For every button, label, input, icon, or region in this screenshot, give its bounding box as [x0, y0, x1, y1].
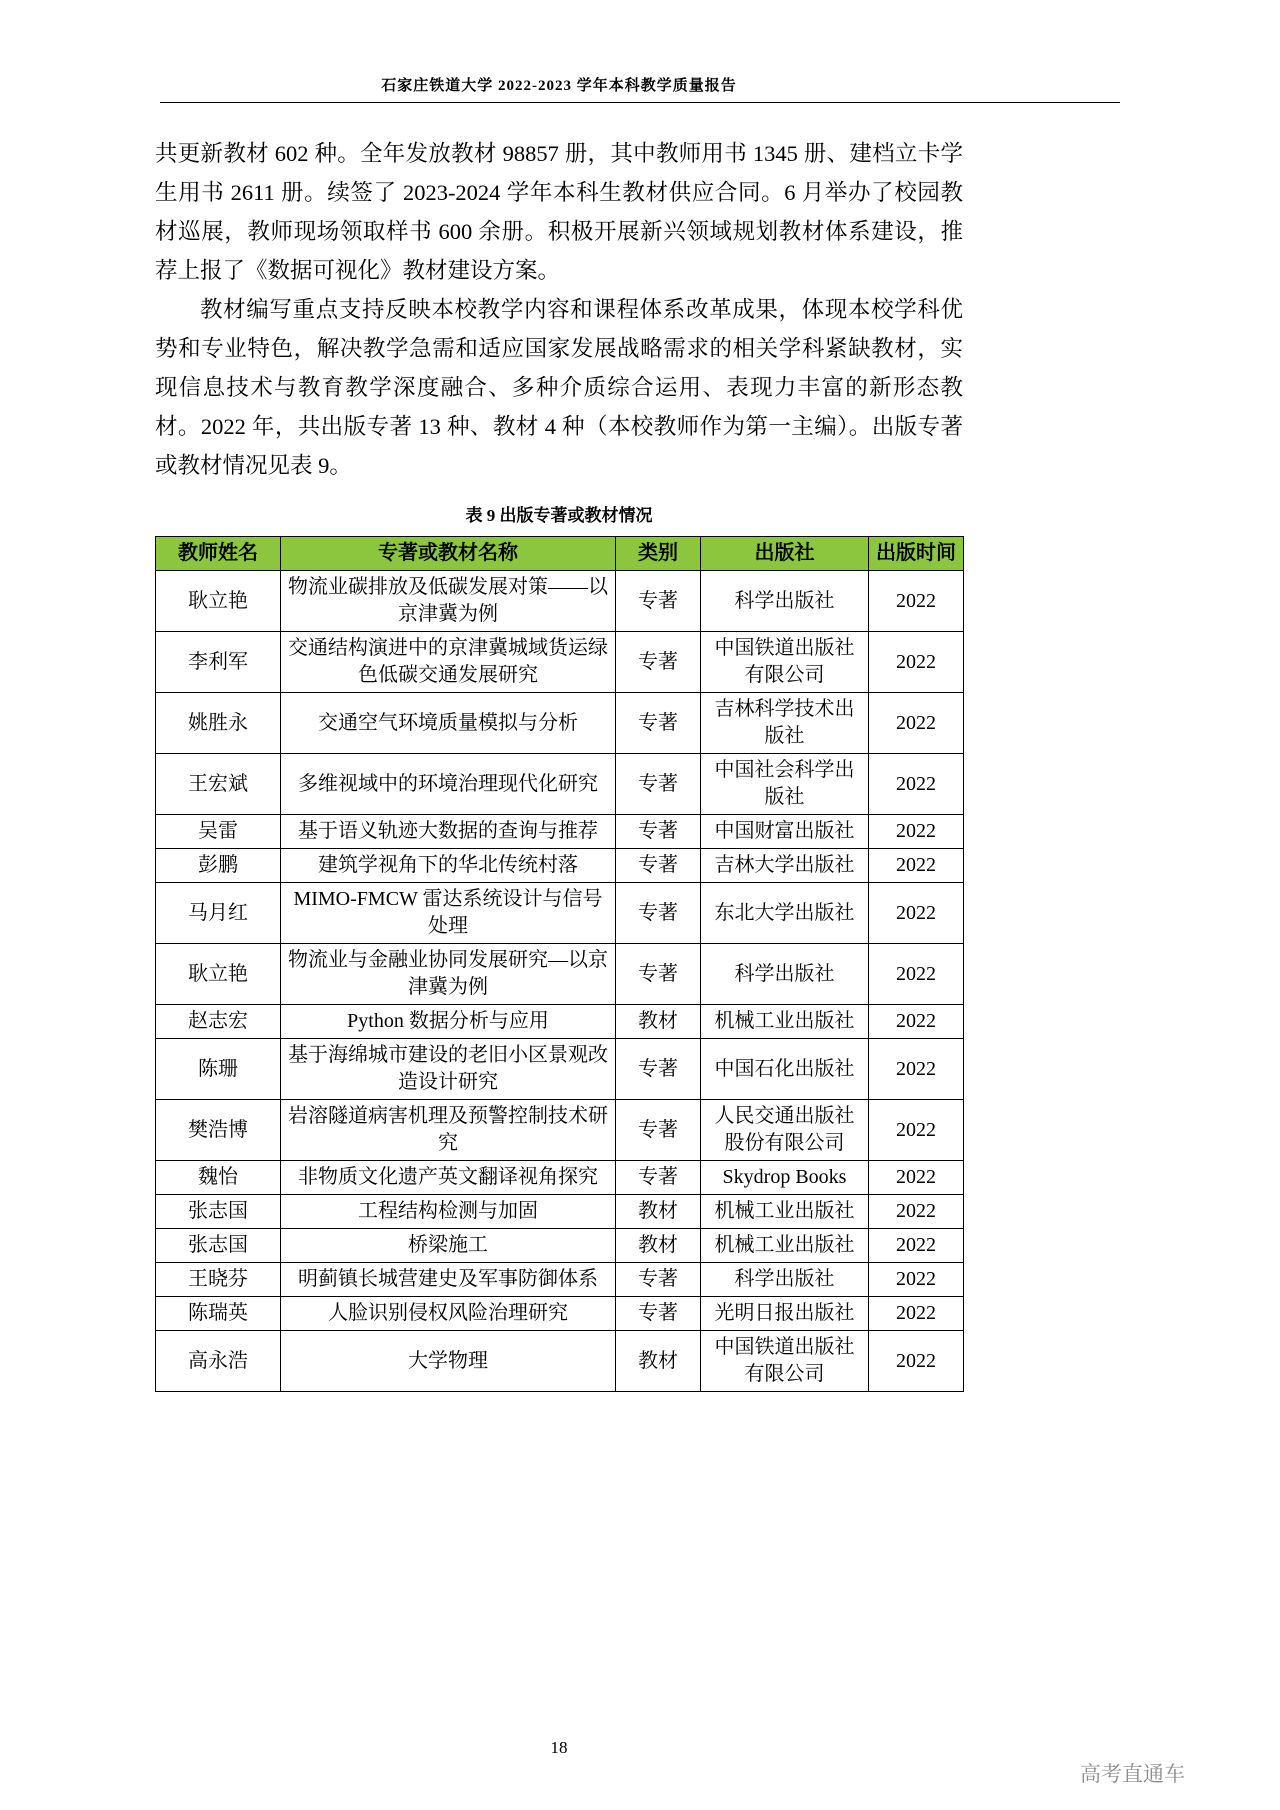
- category-cell: 教材: [616, 1005, 701, 1039]
- author-cell: 彭鹏: [156, 849, 281, 883]
- author-cell: 王宏斌: [156, 754, 281, 815]
- author-cell: 耿立艳: [156, 571, 281, 632]
- table-row: [156, 1229, 964, 1263]
- category-cell: 专著: [616, 693, 701, 754]
- category-cell: 教材: [616, 1229, 701, 1263]
- title-cell: 物流业碳排放及低碳发展对策——以京津冀为例: [281, 571, 616, 632]
- publisher-cell: 机械工业出版社: [701, 1005, 869, 1039]
- table-row: [156, 1297, 964, 1331]
- category-cell: 教材: [616, 1331, 701, 1392]
- header-rule: [160, 102, 1120, 103]
- publications-table: [155, 536, 964, 1392]
- title-cell: 大学物理: [281, 1331, 616, 1392]
- author-cell: 陈瑞英: [156, 1297, 281, 1331]
- author-cell: 高永浩: [156, 1331, 281, 1392]
- category-cell: 专著: [616, 571, 701, 632]
- publisher-cell: 机械工业出版社: [701, 1195, 869, 1229]
- publisher-cell: 机械工业出版社: [701, 1229, 869, 1263]
- category-cell: 专著: [616, 815, 701, 849]
- watermark: 高考直通车: [1080, 1763, 1185, 1786]
- title-cell: 建筑学视角下的华北传统村落: [281, 849, 616, 883]
- page-content: [155, 134, 963, 1392]
- author-cell: 耿立艳: [156, 944, 281, 1005]
- year-cell: 2022: [869, 571, 964, 632]
- author-cell: 张志国: [156, 1195, 281, 1229]
- table-header-cell: 专著或教材名称: [281, 537, 616, 571]
- title-cell: 明蓟镇长城营建史及军事防御体系: [281, 1263, 616, 1297]
- table-row: [156, 1331, 964, 1392]
- table-row: [156, 944, 964, 1005]
- year-cell: 2022: [869, 944, 964, 1005]
- table-body: [156, 571, 964, 1392]
- author-cell: 李利军: [156, 632, 281, 693]
- category-cell: 专著: [616, 1263, 701, 1297]
- year-cell: 2022: [869, 754, 964, 815]
- author-cell: 吴雷: [156, 815, 281, 849]
- year-cell: 2022: [869, 1263, 964, 1297]
- table-row: [156, 883, 964, 944]
- publisher-cell: 科学出版社: [701, 944, 869, 1005]
- publisher-cell: 科学出版社: [701, 571, 869, 632]
- category-cell: 专著: [616, 754, 701, 815]
- category-cell: 专著: [616, 944, 701, 1005]
- year-cell: 2022: [869, 632, 964, 693]
- year-cell: 2022: [869, 1229, 964, 1263]
- publisher-cell: 中国社会科学出版社: [701, 754, 869, 815]
- title-cell: Python 数据分析与应用: [281, 1005, 616, 1039]
- publisher-cell: 吉林大学出版社: [701, 849, 869, 883]
- author-cell: 马月红: [156, 883, 281, 944]
- category-cell: 专著: [616, 1297, 701, 1331]
- year-cell: 2022: [869, 815, 964, 849]
- year-cell: 2022: [869, 883, 964, 944]
- publisher-cell: 中国石化出版社: [701, 1039, 869, 1100]
- author-cell: 张志国: [156, 1229, 281, 1263]
- publisher-cell: 吉林科学技术出版社: [701, 693, 869, 754]
- publisher-cell: 科学出版社: [701, 1263, 869, 1297]
- title-cell: 交通结构演进中的京津冀城域货运绿色低碳交通发展研究: [281, 632, 616, 693]
- table-row: [156, 693, 964, 754]
- title-cell: 基于语义轨迹大数据的查询与推荐: [281, 815, 616, 849]
- title-cell: 桥梁施工: [281, 1229, 616, 1263]
- table-row: [156, 571, 964, 632]
- title-cell: 人脸识别侵权风险治理研究: [281, 1297, 616, 1331]
- publisher-cell: Skydrop Books: [701, 1161, 869, 1195]
- category-cell: 专著: [616, 1039, 701, 1100]
- title-cell: 非物质文化遗产英文翻译视角探究: [281, 1161, 616, 1195]
- category-cell: 专著: [616, 883, 701, 944]
- author-cell: 陈珊: [156, 1039, 281, 1100]
- table-header-cell: 出版时间: [869, 537, 964, 571]
- publisher-cell: 光明日报出版社: [701, 1297, 869, 1331]
- title-cell: 工程结构检测与加固: [281, 1195, 616, 1229]
- table-row: [156, 1100, 964, 1161]
- author-cell: 樊浩博: [156, 1100, 281, 1161]
- page-number: 18: [550, 1738, 568, 1757]
- running-header: 石家庄铁道大学 2022-2023 学年本科教学质量报告: [381, 78, 737, 94]
- year-cell: 2022: [869, 1195, 964, 1229]
- title-cell: 多维视域中的环境治理现代化研究: [281, 754, 616, 815]
- author-cell: 姚胜永: [156, 693, 281, 754]
- title-cell: 基于海绵城市建设的老旧小区景观改造设计研究: [281, 1039, 616, 1100]
- table-row: [156, 1195, 964, 1229]
- publisher-cell: 人民交通出版社股份有限公司: [701, 1100, 869, 1161]
- table-row: [156, 754, 964, 815]
- table-header-cell: 教师姓名: [156, 537, 281, 571]
- table-row: [156, 632, 964, 693]
- table-row: [156, 1161, 964, 1195]
- author-cell: 魏怡: [156, 1161, 281, 1195]
- table-header-cell: 出版社: [701, 537, 869, 571]
- paragraph-textbook-writing: 教材编写重点支持反映本校教学内容和课程体系改革成果，体现本校学科优势和专业特色，解决教学急需和适应国家发展战略需求的相关学科紧缺教材，实现信息技术与教育教学深度融合、多种介质综合运用、表现力丰富的新形态教材。2022 年，共出版专著 13 种、教材 4 种（本校教师作为第一主编）。出版专著或教材情况见表 9。: [155, 297, 963, 478]
- category-cell: 专著: [616, 849, 701, 883]
- author-cell: 王晓芬: [156, 1263, 281, 1297]
- year-cell: 2022: [869, 1039, 964, 1100]
- category-cell: 专著: [616, 632, 701, 693]
- table-header-row: [156, 537, 964, 571]
- year-cell: 2022: [869, 693, 964, 754]
- table-row: [156, 1039, 964, 1100]
- publisher-cell: 中国铁道出版社有限公司: [701, 1331, 869, 1392]
- publisher-cell: 中国财富出版社: [701, 815, 869, 849]
- table-row: [156, 1005, 964, 1039]
- author-cell: 赵志宏: [156, 1005, 281, 1039]
- title-cell: 岩溶隧道病害机理及预警控制技术研究: [281, 1100, 616, 1161]
- category-cell: 教材: [616, 1195, 701, 1229]
- title-cell: MIMO-FMCW 雷达系统设计与信号处理: [281, 883, 616, 944]
- year-cell: 2022: [869, 1161, 964, 1195]
- table-row: [156, 849, 964, 883]
- year-cell: 2022: [869, 1297, 964, 1331]
- title-cell: 交通空气环境质量模拟与分析: [281, 693, 616, 754]
- year-cell: 2022: [869, 849, 964, 883]
- publisher-cell: 东北大学出版社: [701, 883, 869, 944]
- table-row: [156, 815, 964, 849]
- table-caption: 表 9 出版专著或教材情况: [465, 506, 653, 525]
- paragraph-textbook-update: 共更新教材 602 种。全年发放教材 98857 册，其中教师用书 1345 册、建档立卡学生用书 2611 册。续签了 2023-2024 学年本科生教材供应合同。6 月举办了校园教材巡展，教师现场领取样书 600 余册。积极开展新兴领域规划教材体系建设，推荐上报了《数据可视化》教材建设方案。: [155, 141, 963, 283]
- publisher-cell: 中国铁道出版社有限公司: [701, 632, 869, 693]
- category-cell: 专著: [616, 1161, 701, 1195]
- table-header-cell: 类别: [616, 537, 701, 571]
- category-cell: 专著: [616, 1100, 701, 1161]
- title-cell: 物流业与金融业协同发展研究—以京津冀为例: [281, 944, 616, 1005]
- year-cell: 2022: [869, 1331, 964, 1392]
- year-cell: 2022: [869, 1100, 964, 1161]
- year-cell: 2022: [869, 1005, 964, 1039]
- table-row: [156, 1263, 964, 1297]
